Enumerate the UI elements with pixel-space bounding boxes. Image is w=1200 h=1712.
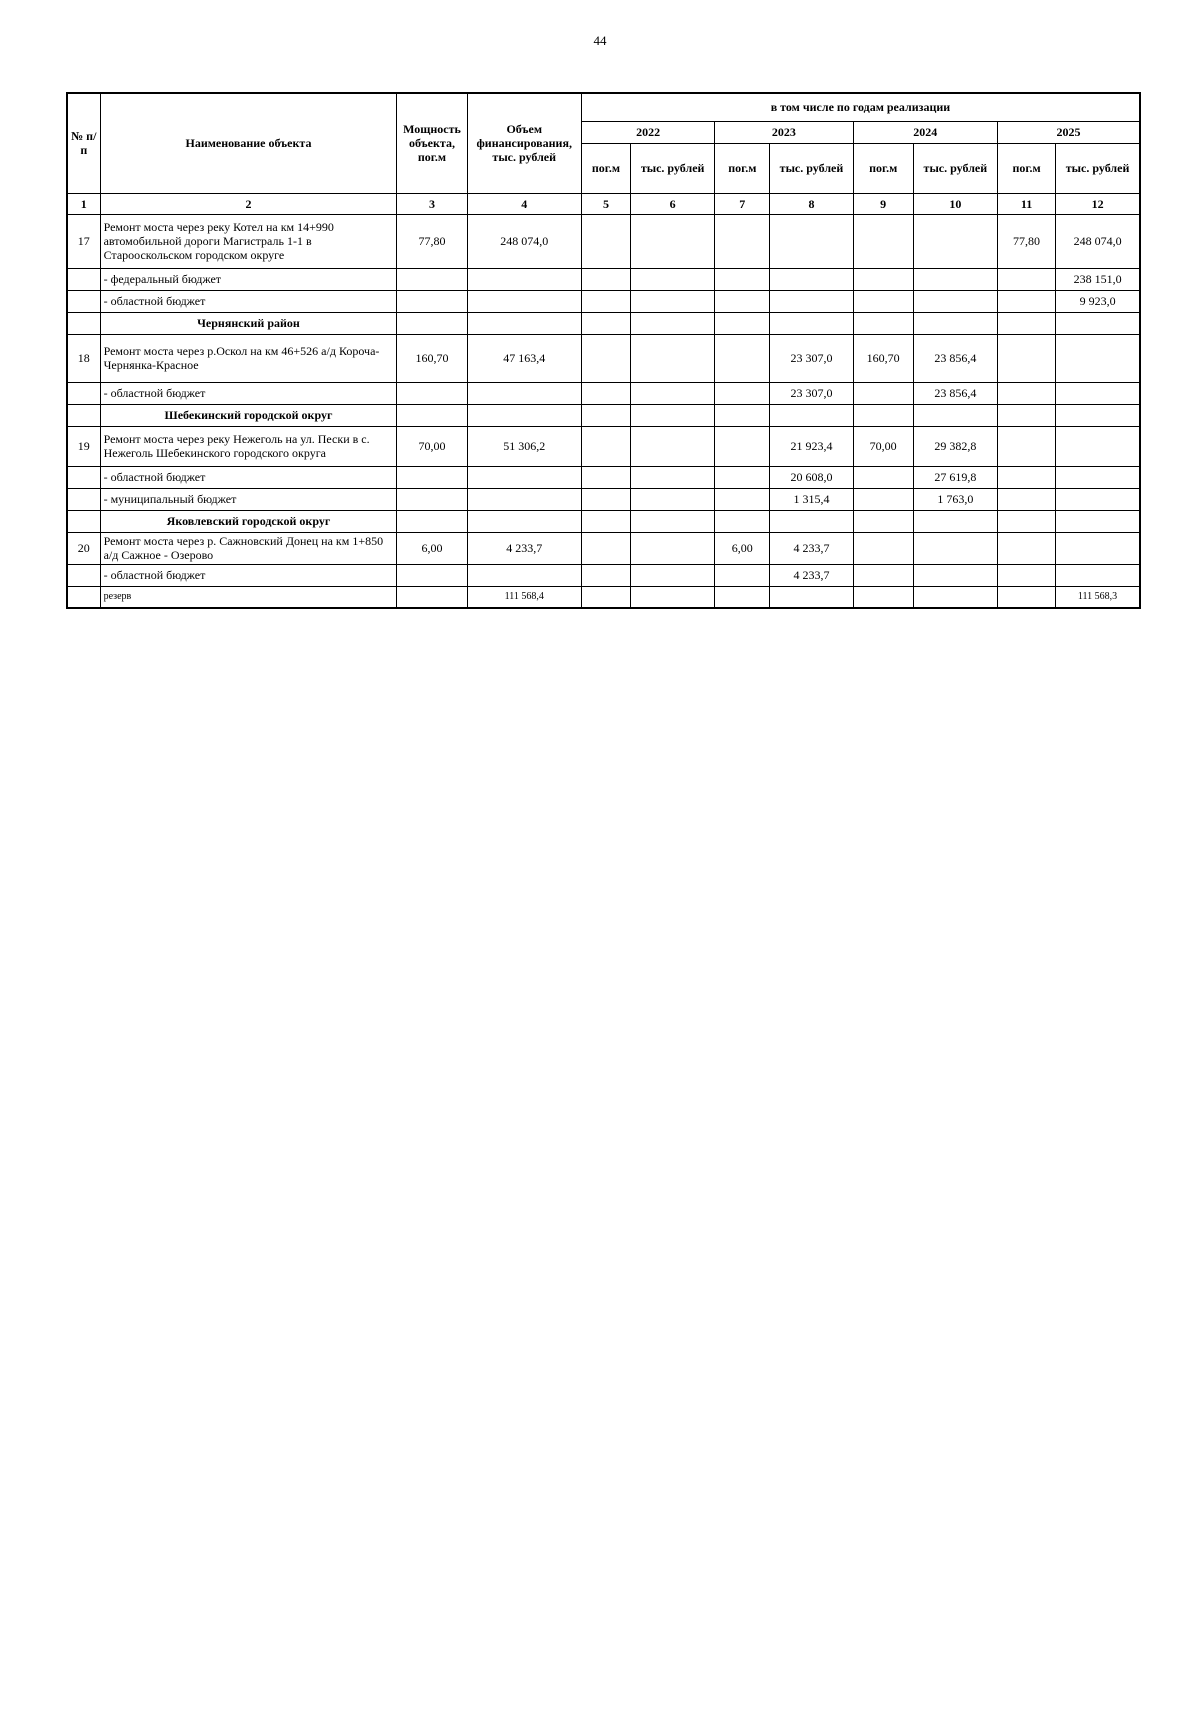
table-cell (997, 488, 1055, 510)
row-number (67, 268, 100, 290)
object-row (67, 426, 1140, 466)
table-cell (467, 312, 581, 334)
table-cell (1056, 488, 1140, 510)
table-cell (770, 214, 853, 268)
table-cell (913, 586, 997, 608)
table-cell (853, 488, 913, 510)
table-cell (1056, 532, 1140, 564)
table-cell (913, 564, 997, 586)
header-financing: Объем финансирования, тыс. рублей (467, 93, 581, 193)
table-cell (397, 312, 467, 334)
header-unit-m: пог.м (853, 143, 913, 193)
table-cell: 29 382,8 (913, 426, 997, 466)
row-number (67, 564, 100, 586)
column-number: 5 (581, 193, 630, 214)
table-cell (397, 290, 467, 312)
table-cell: 238 151,0 (1056, 268, 1140, 290)
table-cell (715, 382, 770, 404)
table-cell (770, 404, 853, 426)
table-cell (997, 532, 1055, 564)
table-cell (581, 466, 630, 488)
budget-label: - областной бюджет (100, 564, 397, 586)
header-unit-m: пог.м (715, 143, 770, 193)
table-cell (913, 290, 997, 312)
table-cell (631, 312, 715, 334)
table-cell (467, 268, 581, 290)
column-number: 6 (631, 193, 715, 214)
table-cell (997, 290, 1055, 312)
table-cell (397, 488, 467, 510)
table-cell (997, 586, 1055, 608)
table-cell (853, 510, 913, 532)
table-cell: 9 923,0 (1056, 290, 1140, 312)
table-cell (715, 466, 770, 488)
table-cell: 1 763,0 (913, 488, 997, 510)
reserve-row (67, 586, 1140, 608)
row-number (67, 586, 100, 608)
table-cell (770, 312, 853, 334)
row-number: 20 (67, 532, 100, 564)
table-cell (770, 268, 853, 290)
table-cell: 248 074,0 (1056, 214, 1140, 268)
header-by-years: в том числе по годам реализации (581, 93, 1140, 121)
region-title: Шебекинский городской округ (100, 404, 397, 426)
table-cell: 160,70 (853, 334, 913, 382)
budget-row (67, 564, 1140, 586)
table-cell (631, 334, 715, 382)
table-cell: 248 074,0 (467, 214, 581, 268)
table-cell (581, 214, 630, 268)
table-cell (1056, 382, 1140, 404)
table-cell: 6,00 (715, 532, 770, 564)
row-number (67, 488, 100, 510)
object-row (67, 214, 1140, 268)
table-cell (631, 426, 715, 466)
table-cell (1056, 312, 1140, 334)
column-number: 12 (1056, 193, 1140, 214)
table-cell (581, 426, 630, 466)
table-cell (715, 510, 770, 532)
object-name: Ремонт моста через реку Котел на км 14+990 автомобильной дороги Магистраль 1-1 в Старооскольском городском округе (100, 214, 397, 268)
table-cell: 70,00 (853, 426, 913, 466)
row-number: 18 (67, 334, 100, 382)
table-cell (770, 510, 853, 532)
table-cell: 70,00 (397, 426, 467, 466)
column-number: 9 (853, 193, 913, 214)
table-cell (581, 586, 630, 608)
table-cell: 77,80 (997, 214, 1055, 268)
budget-label: - областной бюджет (100, 290, 397, 312)
header-year-2024: 2024 (853, 121, 997, 143)
table-cell (913, 214, 997, 268)
row-number: 19 (67, 426, 100, 466)
budget-label: - областной бюджет (100, 466, 397, 488)
table-cell (397, 466, 467, 488)
table-cell (715, 404, 770, 426)
table-cell (631, 290, 715, 312)
row-number (67, 510, 100, 532)
table-cell: 1 315,4 (770, 488, 853, 510)
table-cell (770, 290, 853, 312)
row-number (67, 404, 100, 426)
table-cell (581, 382, 630, 404)
table-cell (397, 268, 467, 290)
table-cell (631, 488, 715, 510)
table-cell (913, 510, 997, 532)
header-year-2023: 2023 (715, 121, 853, 143)
table-cell (467, 404, 581, 426)
column-number-row (67, 193, 1140, 214)
reserve-label: резерв (100, 586, 397, 608)
table-cell: 111 568,4 (467, 586, 581, 608)
table-cell (1056, 334, 1140, 382)
table-cell (631, 532, 715, 564)
object-name: Ремонт моста через реку Нежеголь на ул. Пески в с. Нежеголь Шебекинского городского округа (100, 426, 397, 466)
table-cell (715, 290, 770, 312)
table-cell (631, 586, 715, 608)
table-cell: 77,80 (397, 214, 467, 268)
table-cell (581, 564, 630, 586)
table-cell: 51 306,2 (467, 426, 581, 466)
table-cell: 4 233,7 (770, 564, 853, 586)
table-cell (1056, 510, 1140, 532)
table-cell (715, 334, 770, 382)
header-no: № п/п (67, 93, 100, 193)
table-cell (853, 404, 913, 426)
table-body (67, 214, 1140, 608)
column-number: 1 (67, 193, 100, 214)
column-number: 7 (715, 193, 770, 214)
object-row (67, 532, 1140, 564)
table-cell (997, 268, 1055, 290)
region-title: Яковлевский городской округ (100, 510, 397, 532)
table-cell (853, 214, 913, 268)
object-row (67, 334, 1140, 382)
row-number (67, 466, 100, 488)
table-cell (853, 290, 913, 312)
financing-table (66, 92, 1141, 609)
table-cell (397, 586, 467, 608)
budget-row (67, 466, 1140, 488)
object-name: Ремонт моста через р.Оскол на км 46+526 а/д Корочa-Чернянка-Красное (100, 334, 397, 382)
budget-row (67, 382, 1140, 404)
table-cell: 27 619,8 (913, 466, 997, 488)
column-number: 4 (467, 193, 581, 214)
table-cell (631, 510, 715, 532)
page-number: 44 (593, 33, 607, 48)
table-cell (467, 488, 581, 510)
table-cell (853, 586, 913, 608)
table-cell (715, 426, 770, 466)
table-cell: 23 856,4 (913, 334, 997, 382)
table-cell (581, 268, 630, 290)
table-cell (397, 404, 467, 426)
table-cell (581, 404, 630, 426)
table-cell (397, 382, 467, 404)
budget-label: - федеральный бюджет (100, 268, 397, 290)
column-number: 11 (997, 193, 1055, 214)
table-cell (853, 466, 913, 488)
table-cell (467, 510, 581, 532)
table-cell (631, 466, 715, 488)
table-cell: 4 233,7 (467, 532, 581, 564)
table-cell (715, 268, 770, 290)
column-number: 8 (770, 193, 853, 214)
table-cell (853, 382, 913, 404)
table-cell (997, 334, 1055, 382)
table-cell (467, 290, 581, 312)
header-year-2022: 2022 (581, 121, 714, 143)
table-cell (715, 564, 770, 586)
table-cell (853, 268, 913, 290)
row-number: 17 (67, 214, 100, 268)
table-cell (913, 404, 997, 426)
row-number (67, 312, 100, 334)
budget-label: - муниципальный бюджет (100, 488, 397, 510)
table-cell (581, 532, 630, 564)
table-cell (631, 214, 715, 268)
header-unit-rub: тыс. рублей (913, 143, 997, 193)
header-unit-rub: тыс. рублей (1056, 143, 1140, 193)
region-title: Чернянский район (100, 312, 397, 334)
column-number: 10 (913, 193, 997, 214)
region-row (67, 510, 1140, 532)
table-cell: 21 923,4 (770, 426, 853, 466)
table-cell (997, 312, 1055, 334)
table-cell (467, 382, 581, 404)
table-cell (913, 312, 997, 334)
header-unit-rub: тыс. рублей (770, 143, 853, 193)
table-cell (715, 214, 770, 268)
table-cell: 6,00 (397, 532, 467, 564)
table-cell (715, 586, 770, 608)
table-cell (853, 312, 913, 334)
table-cell: 4 233,7 (770, 532, 853, 564)
table-cell (631, 382, 715, 404)
table-cell (581, 488, 630, 510)
region-row (67, 404, 1140, 426)
table-cell (913, 268, 997, 290)
table-cell: 20 608,0 (770, 466, 853, 488)
table-cell: 111 568,3 (1056, 586, 1140, 608)
table-cell (770, 586, 853, 608)
table-cell (1056, 404, 1140, 426)
table-cell (1056, 564, 1140, 586)
header-unit-rub: тыс. рублей (631, 143, 715, 193)
region-row (67, 312, 1140, 334)
header-name: Наименование объекта (100, 93, 397, 193)
header-unit-m: пог.м (581, 143, 630, 193)
budget-row (67, 290, 1140, 312)
table-cell (913, 532, 997, 564)
table-cell (631, 268, 715, 290)
table-cell (581, 510, 630, 532)
table-cell (581, 334, 630, 382)
table-cell (631, 404, 715, 426)
table-cell (1056, 426, 1140, 466)
header-capacity: Мощность объекта, пог.м (397, 93, 467, 193)
table-cell (467, 466, 581, 488)
table-cell: 23 307,0 (770, 334, 853, 382)
table-cell (581, 312, 630, 334)
budget-row (67, 268, 1140, 290)
table-cell (631, 564, 715, 586)
table-cell: 23 307,0 (770, 382, 853, 404)
table-cell (997, 426, 1055, 466)
budget-label: - областной бюджет (100, 382, 397, 404)
budget-row (67, 488, 1140, 510)
header-unit-m: пог.м (997, 143, 1055, 193)
table-cell (1056, 466, 1140, 488)
header-year-2025: 2025 (997, 121, 1140, 143)
table-cell (997, 466, 1055, 488)
object-name: Ремонт моста через р. Сажновский Донец на км 1+850 а/д Сажное - Озерово (100, 532, 397, 564)
table-cell (467, 564, 581, 586)
table-cell: 160,70 (397, 334, 467, 382)
table-cell (715, 312, 770, 334)
table-cell (715, 488, 770, 510)
table-cell: 23 856,4 (913, 382, 997, 404)
table-cell (997, 564, 1055, 586)
table-cell (581, 290, 630, 312)
table-cell (853, 564, 913, 586)
row-number (67, 382, 100, 404)
table-cell (997, 404, 1055, 426)
table-cell (997, 510, 1055, 532)
table-cell: 47 163,4 (467, 334, 581, 382)
table-cell (397, 510, 467, 532)
column-number: 2 (100, 193, 397, 214)
column-number: 3 (397, 193, 467, 214)
table-cell (997, 382, 1055, 404)
table-cell (397, 564, 467, 586)
table-cell (853, 532, 913, 564)
row-number (67, 290, 100, 312)
